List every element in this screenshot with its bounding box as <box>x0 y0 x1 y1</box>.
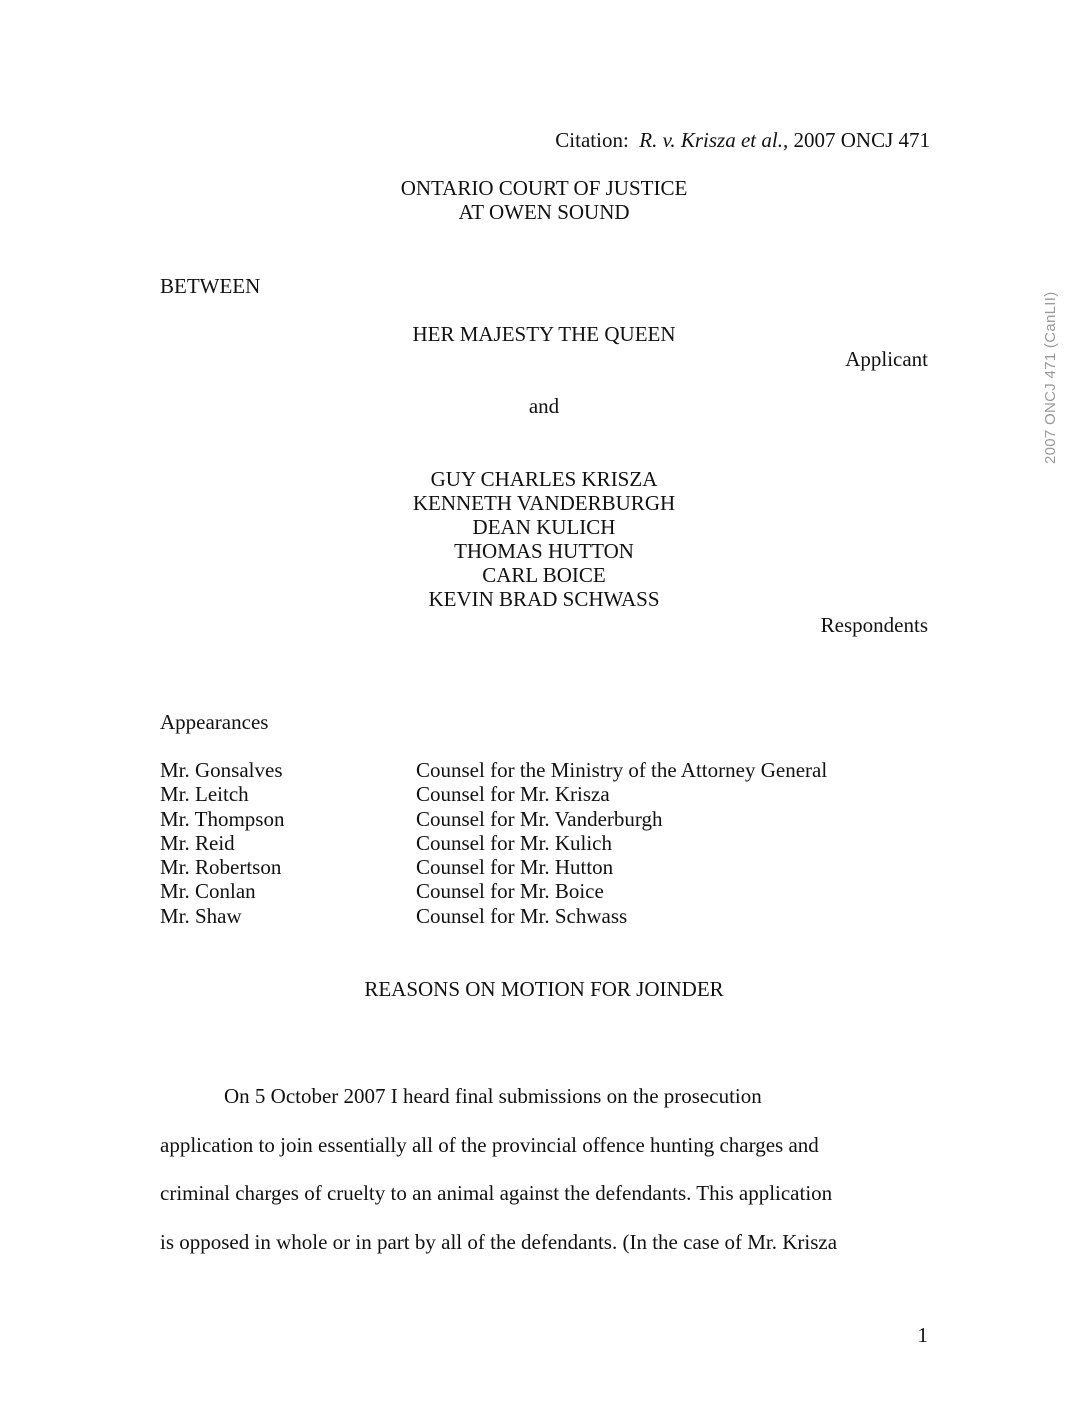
citation-prefix: Citation: <box>555 128 629 152</box>
court-header <box>0 176 1088 224</box>
counsel-role: Counsel for Mr. Schwass <box>416 903 628 928</box>
body-line: application to join essentially all of the provincial offence hunting charges and <box>160 1132 819 1157</box>
page-number: 1 <box>917 1323 928 1347</box>
counsel-row <box>160 782 827 806</box>
counsel-name: Mr. Conlan <box>160 879 256 904</box>
counsel-name: Mr. Robertson <box>160 855 282 880</box>
citation <box>555 128 930 152</box>
between-label: BETWEEN <box>160 274 261 298</box>
counsel-name: Mr. Thompson <box>160 806 285 831</box>
applicant-label: Applicant <box>845 347 928 371</box>
appearances-label: Appearances <box>160 710 269 734</box>
respondents-label: Respondents <box>820 613 928 637</box>
counsel-role: Counsel for Mr. Hutton <box>416 855 614 880</box>
respondent-name: GUY CHARLES KRISZA <box>430 467 658 491</box>
respondent-name: THOMAS HUTTON <box>454 539 634 563</box>
counsel-row <box>160 904 827 928</box>
counsel-row <box>160 807 827 831</box>
citation-style-of-cause: R. v. Krisza et al. <box>639 128 783 152</box>
counsel-table <box>160 758 827 928</box>
counsel-role: Counsel for the Ministry of the Attorney General <box>416 758 828 782</box>
counsel-name: Mr. Leitch <box>160 782 249 807</box>
counsel-role: Counsel for Mr. Boice <box>416 879 604 904</box>
reasons-heading: REASONS ON MOTION FOR JOINDER <box>364 977 724 1001</box>
counsel-role: Counsel for Mr. Vanderburgh <box>416 806 663 831</box>
canlii-watermark: 2007 ONCJ 471 (CanLII) <box>1042 291 1059 464</box>
respondent-name: DEAN KULICH <box>472 515 616 539</box>
counsel-role: Counsel for Mr. Krisza <box>416 782 610 807</box>
respondent-name: CARL BOICE <box>482 563 606 587</box>
court-location: AT OWEN SOUND <box>458 200 630 224</box>
respondents-list <box>0 467 1088 611</box>
court-name: ONTARIO COURT OF JUSTICE <box>400 176 688 200</box>
respondent-name: KENNETH VANDERBURGH <box>412 491 676 515</box>
counsel-role: Counsel for Mr. Kulich <box>416 830 612 855</box>
counsel-name: Mr. Reid <box>160 830 235 855</box>
counsel-row <box>160 879 827 903</box>
respondent-name: KEVIN BRAD SCHWASS <box>428 587 660 611</box>
and-label: and <box>528 394 560 418</box>
body-line: criminal charges of cruelty to an animal against the defendants. This application <box>160 1181 833 1205</box>
counsel-row <box>160 855 827 879</box>
counsel-row <box>160 758 827 782</box>
applicant-party: HER MAJESTY THE QUEEN <box>412 322 676 346</box>
counsel-name: Mr. Shaw <box>160 903 242 928</box>
body-line: On 5 October 2007 I heard final submissions on the prosecution <box>224 1084 762 1108</box>
citation-reference: , 2007 ONCJ 471 <box>782 128 930 152</box>
body-line: is opposed in whole or in part by all of the defendants. (In the case of Mr. Krisza <box>160 1229 838 1254</box>
counsel-name: Mr. Gonsalves <box>160 758 283 782</box>
counsel-row <box>160 831 827 855</box>
body-paragraph <box>160 1072 920 1266</box>
